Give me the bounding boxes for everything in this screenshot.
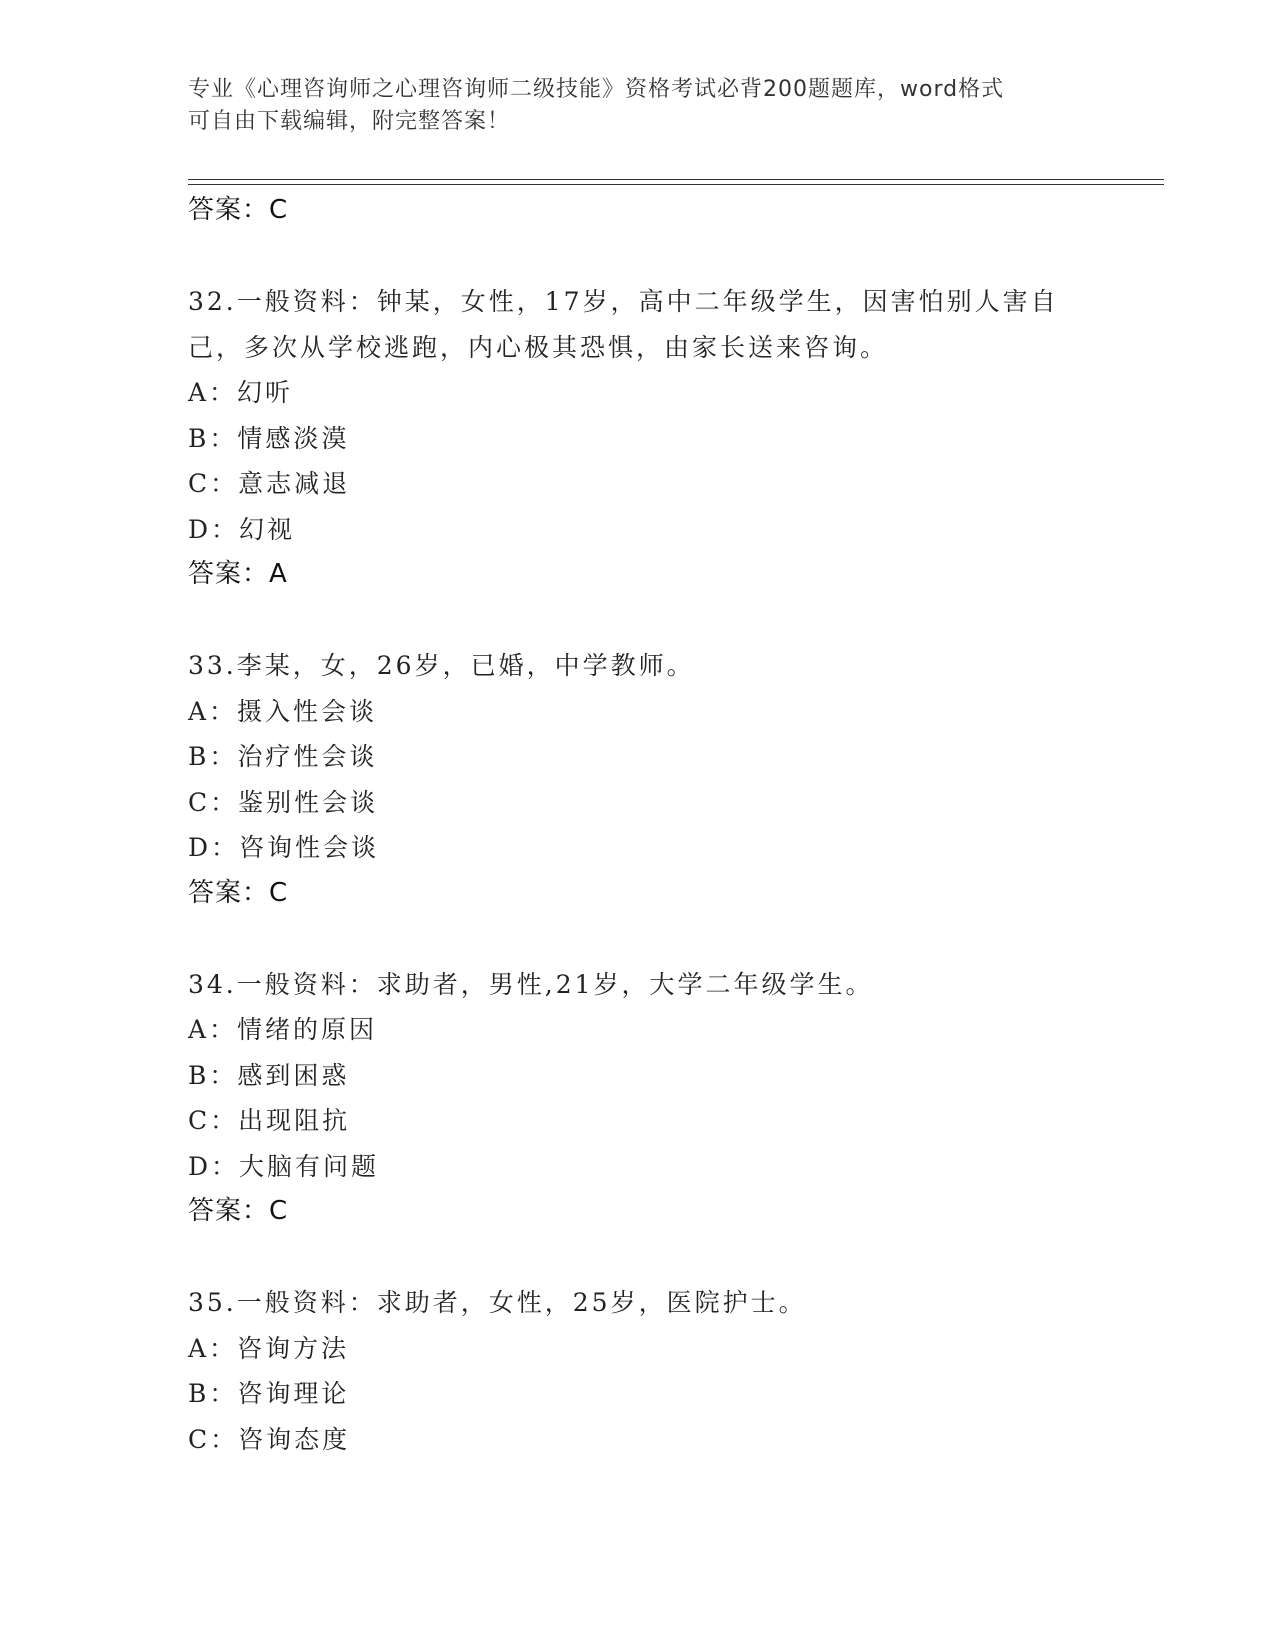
question-list bbox=[188, 188, 1088, 1462]
previous-answer: 答案：C bbox=[188, 195, 289, 225]
spacer bbox=[188, 1235, 1088, 1281]
option-c: C：鉴别性会谈 bbox=[188, 787, 379, 817]
option-a: A：咨询方法 bbox=[188, 1333, 350, 1363]
document-header bbox=[188, 74, 1088, 138]
answer-line: 答案：A bbox=[188, 559, 288, 589]
question-block bbox=[188, 643, 1088, 916]
question-stem: 34.一般资料：求助者，男性,21岁，大学二年级学生。 bbox=[188, 969, 874, 999]
spacer bbox=[188, 234, 1088, 280]
option-c: C：意志减退 bbox=[188, 469, 351, 498]
question-block bbox=[188, 279, 1088, 598]
header-rule-top bbox=[188, 179, 1164, 180]
option-a: A：幻听 bbox=[188, 378, 294, 407]
option-c: C：咨询态度 bbox=[188, 1424, 351, 1454]
option-d: D：幻视 bbox=[188, 514, 296, 544]
option-b: B：治疗性会谈 bbox=[188, 742, 378, 771]
option-a: A：摄入性会谈 bbox=[188, 696, 378, 726]
answer-line: 答案：C bbox=[188, 1196, 289, 1226]
question-stem: 35.一般资料：求助者，女性，25岁，医院护士。 bbox=[188, 1288, 807, 1317]
option-d: D：咨询性会谈 bbox=[188, 833, 380, 862]
question-stem: 32.一般资料：钟某，女性，17岁，高中二年级学生，因害怕别人害自 bbox=[188, 287, 1059, 316]
header-rule-bottom bbox=[188, 184, 1164, 185]
header-line-2: 可自由下载编辑，附完整答案！ bbox=[188, 109, 511, 134]
question-block bbox=[188, 1280, 1088, 1462]
spacer bbox=[188, 598, 1088, 644]
answer-line: 答案：C bbox=[188, 877, 289, 908]
question-block bbox=[188, 962, 1088, 1235]
option-a: A：情绪的原因 bbox=[188, 1015, 378, 1044]
header-line-1: 专业《心理咨询师之心理咨询师二级技能》资格考试必背200题题库，word格式 bbox=[188, 77, 1005, 102]
spacer bbox=[188, 916, 1088, 962]
option-b: B：感到困惑 bbox=[188, 1060, 350, 1090]
question-stem: 33.李某，女，26岁，已婚，中学教师。 bbox=[188, 651, 695, 680]
option-b: B：咨询理论 bbox=[188, 1379, 350, 1408]
option-b: B：情感淡漠 bbox=[188, 423, 350, 453]
option-c: C：出现阻抗 bbox=[188, 1106, 351, 1135]
question-stem-continued: 己，多次从学校逃跑，内心极其恐惧，由家长送来咨询。 bbox=[188, 332, 889, 362]
option-d: D：大脑有问题 bbox=[188, 1151, 380, 1181]
